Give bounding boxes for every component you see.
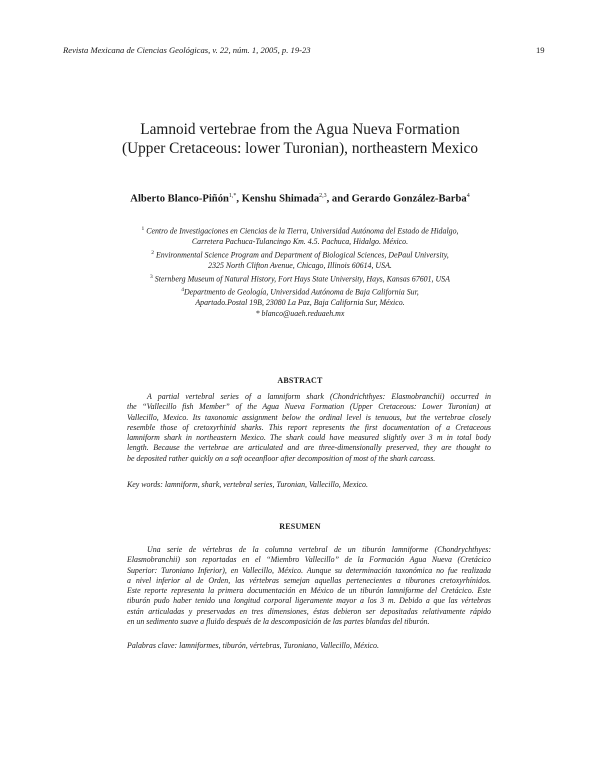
abstract-body [127, 392, 491, 464]
author-name: Gerardo González-Barba [351, 193, 467, 205]
affiliation-line: Carretera Pachuca-Tulancingo Km. 4.5. Pachuca, Hidalgo. México. [191, 237, 409, 247]
abstract-line: the “Vallecillo fish Member” of the Agua Nueva Formation (Upper Cretaceous: Lower Turonian) at [127, 402, 491, 412]
abstract-line: lamniform shark in northeastern Mexico. The shark could have measured slightly over 3 m in total body [127, 433, 491, 443]
title-line-2: (Upper Cretaceous: lower Turonian), northeastern Mexico [122, 140, 478, 157]
resumen-keywords: Palabras clave: lamniformes, tiburón, vértebras, Turoniano, Vallecillo, México. [127, 641, 379, 650]
running-head: Revista Mexicana de Ciencias Geológicas, v. 22, núm. 1, 2005, p. 19-23 [63, 45, 311, 55]
author-list [60, 193, 540, 205]
abstract-keywords: Key words: lamniform, shark, vertebral series, Turonian, Vallecillo, Mexico. [127, 480, 368, 489]
abstract-line: A partial vertebral series of a lamniform shark (Chondrichthyes: Elasmobranchii) occurred in [147, 392, 491, 401]
author-affiliation-marker: 2,3 [319, 193, 327, 199]
resumen-line: Superior: Turoniano Inferior), en Vallecillo, México. Aunque su determinación taxonómica no fue realizada [127, 565, 491, 575]
author-affiliation-marker: 4 [466, 193, 470, 199]
resumen-line: Una serie de vértebras de la columna vertebral de un tiburón lamniforme (Chondrychthyes: [147, 545, 491, 554]
affiliation-line: 2325 North Clifton Avenue, Chicago, Illinois 60614, USA. [208, 261, 392, 271]
author-name: Kenshu Shimada [241, 193, 320, 205]
resumen-body [127, 545, 491, 627]
author-name: Alberto Blanco-Piñón [130, 193, 229, 205]
abstract-line: length. Because the vertebrae are articulated and are three-dimensionally preserved, they are thought to [127, 443, 491, 453]
resumen-line: Este reporte representa la primera documentación en México de un tiburón lamniforme del Cretácico. Este [127, 586, 491, 596]
title-line-1: Lamnoid vertebrae from the Agua Nueva Formation [140, 121, 460, 138]
abstract-line: resemble those of cretoxyrhinid sharks. This report represents the first documentation of a Cretaceous [127, 422, 491, 432]
affiliations [90, 224, 510, 319]
page-number: 19 [536, 45, 545, 55]
author-separator: , [236, 193, 242, 205]
resumen-line: a nivel inferior al de Orden, las vértebras semejan aquellas pertenecientes a tiburones cretoxyrhínidos. [127, 575, 491, 585]
resumen-heading: RESUMEN [279, 522, 321, 531]
affiliation-line: $^3$ Sternberg Museum of Natural History, Fort Hays State University, Hays, Kansas 67601, USA [150, 273, 450, 284]
resumen-line: tiburón pudo haber tenido una longitud corporal ligeramente mayor a los 3 m. Debido a que las vértebras [127, 596, 491, 606]
resumen-line: en un sedimento suave a fluido después de la descomposición de las partes blandas del tiburón. [127, 617, 430, 627]
affiliation-line: $^2$ Environmental Science Program and Department of Biological Sciences, DePaul University, [151, 249, 449, 260]
affiliation-line: $^4$Departmento de Geología, Universidad Autónoma de Baja California Sur, [181, 286, 419, 297]
affiliation-line: Apartado.Postal 19B, 23080 La Paz, Baja California Sur, México. [195, 298, 405, 308]
resumen-line: están articuladas y preservadas en tres dimensiones, éstas debieron ser depositadas relativamente rápido [127, 606, 491, 616]
resumen-line: Elasmobranchii) son reportadas en el “Miembro Vallecillo” de la Formación Agua Nueva (Cretácico [127, 555, 491, 565]
abstract-line: Vallecillo, Mexico. Its taxonomic assignment below the ordinal level is tenuous, but the vertebrae closely [127, 412, 491, 422]
article-title [70, 120, 530, 158]
abstract-line: be deposited rather quickly on a soft oceanfloor after decomposition of most of the shark carcass. [127, 453, 436, 463]
abstract-heading: ABSTRACT [277, 376, 323, 385]
author-affiliation-marker: 1,* [228, 193, 237, 199]
affiliation-line: $^1$ Centro de Investigaciones en Ciencias de la Tierra, Universidad Autónoma del Estado de Hidalgo, [141, 226, 459, 236]
author-separator: , and [326, 193, 352, 205]
affiliation-email: * blanco@uaeh.reduaeh.mx [255, 308, 345, 318]
